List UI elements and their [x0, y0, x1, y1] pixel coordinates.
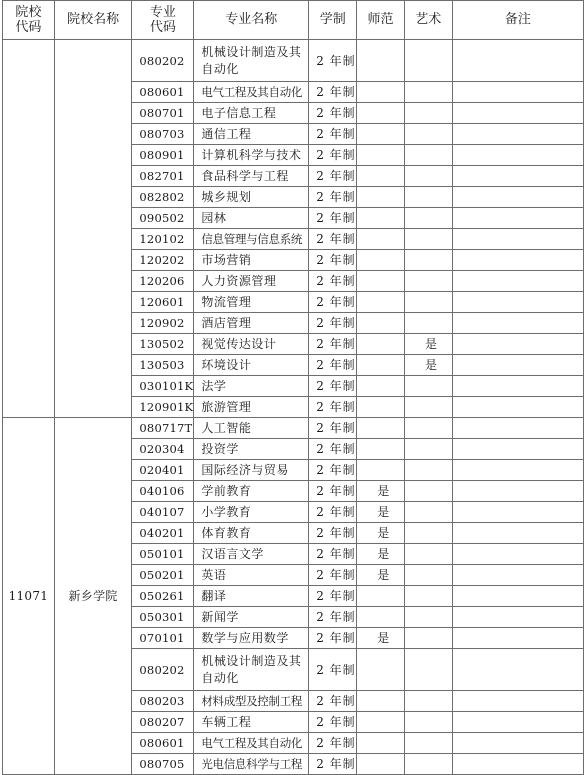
major-name-cell: 电子信息工程 [194, 103, 309, 124]
art-flag-cell [404, 124, 452, 145]
teacher-flag-cell [357, 733, 405, 754]
duration-cell: 2 年制 [309, 649, 357, 691]
duration-cell: 2 年制 [309, 544, 357, 565]
art-flag-cell [404, 103, 452, 124]
remark-cell [452, 439, 583, 460]
major-code-cell: 082701 [132, 166, 194, 187]
major-code-cell: 080203 [132, 691, 194, 712]
art-flag-cell [404, 628, 452, 649]
major-code-cell: 090502 [132, 208, 194, 229]
teacher-flag-cell: 是 [357, 481, 405, 502]
teacher-flag-cell [357, 103, 405, 124]
major-code-cell: 120206 [132, 271, 194, 292]
major-code-cell: 080202 [132, 40, 194, 82]
header-duration: 学制 [309, 1, 357, 40]
major-name-cell: 电气工程及其自动化 [194, 82, 309, 103]
major-name-cell: 视觉传达设计 [194, 334, 309, 355]
art-flag-cell [404, 733, 452, 754]
major-code-cell: 030101K [132, 376, 194, 397]
remark-cell [452, 733, 583, 754]
teacher-flag-cell [357, 607, 405, 628]
art-flag-cell [404, 187, 452, 208]
art-flag-cell [404, 439, 452, 460]
teacher-flag-cell [357, 208, 405, 229]
remark-cell [452, 565, 583, 586]
teacher-flag-cell: 是 [357, 502, 405, 523]
major-name-cell: 法学 [194, 376, 309, 397]
remark-cell [452, 628, 583, 649]
major-code-cell: 040106 [132, 481, 194, 502]
teacher-flag-cell [357, 166, 405, 187]
header-school-code: 院校 代码 [3, 1, 55, 40]
remark-cell [452, 166, 583, 187]
duration-cell: 2 年制 [309, 166, 357, 187]
major-name-cell: 信息管理与信息系统 [194, 229, 309, 250]
duration-cell: 2 年制 [309, 712, 357, 733]
major-name-cell: 材料成型及控制工程 [194, 691, 309, 712]
remark-cell [452, 376, 583, 397]
major-code-cell: 040201 [132, 523, 194, 544]
school-name-cell [54, 40, 132, 418]
school-code-cell [3, 40, 55, 418]
major-name-cell: 环境设计 [194, 355, 309, 376]
duration-cell: 2 年制 [309, 82, 357, 103]
art-flag-cell [404, 166, 452, 187]
duration-cell: 2 年制 [309, 229, 357, 250]
remark-cell [452, 586, 583, 607]
duration-cell: 2 年制 [309, 502, 357, 523]
duration-cell: 2 年制 [309, 628, 357, 649]
art-flag-cell [404, 607, 452, 628]
major-code-cell: 020304 [132, 439, 194, 460]
major-code-cell: 120601 [132, 292, 194, 313]
major-code-cell: 050101 [132, 544, 194, 565]
duration-cell: 2 年制 [309, 565, 357, 586]
major-name-cell: 酒店管理 [194, 313, 309, 334]
art-flag-cell [404, 271, 452, 292]
major-code-cell: 040107 [132, 502, 194, 523]
remark-cell [452, 355, 583, 376]
major-code-cell: 120902 [132, 313, 194, 334]
remark-cell [452, 502, 583, 523]
remark-cell [452, 607, 583, 628]
art-flag-cell [404, 208, 452, 229]
major-code-cell: 080601 [132, 82, 194, 103]
art-flag-cell [404, 754, 452, 775]
duration-cell: 2 年制 [309, 250, 357, 271]
teacher-flag-cell [357, 82, 405, 103]
major-name-cell: 投资学 [194, 439, 309, 460]
header-school-name: 院校名称 [54, 1, 132, 40]
art-flag-cell [404, 229, 452, 250]
remark-cell [452, 712, 583, 733]
major-code-cell: 080207 [132, 712, 194, 733]
major-code-cell: 080703 [132, 124, 194, 145]
remark-cell [452, 313, 583, 334]
duration-cell: 2 年制 [309, 460, 357, 481]
remark-cell [452, 460, 583, 481]
remark-cell [452, 250, 583, 271]
major-code-cell: 080705 [132, 754, 194, 775]
duration-cell: 2 年制 [309, 397, 357, 418]
major-code-cell: 120901K [132, 397, 194, 418]
remark-cell [452, 229, 583, 250]
school-code-cell: 11071 [3, 418, 55, 775]
duration-cell: 2 年制 [309, 523, 357, 544]
remark-cell [452, 649, 583, 691]
remark-cell [452, 481, 583, 502]
major-name-cell: 国际经济与贸易 [194, 460, 309, 481]
art-flag-cell: 是 [404, 355, 452, 376]
art-flag-cell [404, 145, 452, 166]
teacher-flag-cell [357, 691, 405, 712]
teacher-flag-cell [357, 649, 405, 691]
header-remark: 备注 [452, 1, 583, 40]
header-teacher: 师范 [357, 1, 405, 40]
teacher-flag-cell [357, 418, 405, 439]
teacher-flag-cell: 是 [357, 544, 405, 565]
header-row [3, 1, 584, 40]
duration-cell: 2 年制 [309, 103, 357, 124]
teacher-flag-cell [357, 712, 405, 733]
major-name-cell: 光电信息科学与工程 [194, 754, 309, 775]
duration-cell: 2 年制 [309, 40, 357, 82]
teacher-flag-cell [357, 250, 405, 271]
teacher-flag-cell [357, 334, 405, 355]
major-name-cell: 电气工程及其自动化 [194, 733, 309, 754]
duration-cell: 2 年制 [309, 355, 357, 376]
teacher-flag-cell [357, 313, 405, 334]
major-code-cell: 020401 [132, 460, 194, 481]
duration-cell: 2 年制 [309, 334, 357, 355]
remark-cell [452, 754, 583, 775]
art-flag-cell [404, 250, 452, 271]
major-name-cell: 汉语言文学 [194, 544, 309, 565]
major-name-cell: 小学教育 [194, 502, 309, 523]
major-name-cell: 人工智能 [194, 418, 309, 439]
majors-table-container [2, 0, 584, 775]
art-flag-cell [404, 292, 452, 313]
remark-cell [452, 691, 583, 712]
remark-cell [452, 145, 583, 166]
art-flag-cell [404, 376, 452, 397]
art-flag-cell [404, 649, 452, 691]
teacher-flag-cell [357, 124, 405, 145]
major-name-cell: 市场营销 [194, 250, 309, 271]
major-code-cell: 080601 [132, 733, 194, 754]
teacher-flag-cell [357, 397, 405, 418]
art-flag-cell [404, 502, 452, 523]
art-flag-cell [404, 481, 452, 502]
art-flag-cell [404, 523, 452, 544]
major-name-cell: 翻译 [194, 586, 309, 607]
remark-cell [452, 523, 583, 544]
major-name-cell: 机械设计制造及其自动化 [194, 40, 309, 82]
remark-cell [452, 187, 583, 208]
school-name-cell: 新乡学院 [54, 418, 132, 775]
major-name-cell: 车辆工程 [194, 712, 309, 733]
teacher-flag-cell [357, 292, 405, 313]
major-code-cell: 130503 [132, 355, 194, 376]
teacher-flag-cell: 是 [357, 523, 405, 544]
art-flag-cell [404, 544, 452, 565]
major-name-cell: 计算机科学与技术 [194, 145, 309, 166]
major-name-cell: 数学与应用数学 [194, 628, 309, 649]
duration-cell: 2 年制 [309, 754, 357, 775]
art-flag-cell [404, 397, 452, 418]
major-name-cell: 城乡规划 [194, 187, 309, 208]
major-name-cell: 园林 [194, 208, 309, 229]
remark-cell [452, 397, 583, 418]
art-flag-cell [404, 313, 452, 334]
teacher-flag-cell: 是 [357, 628, 405, 649]
header-major-name: 专业名称 [194, 1, 309, 40]
teacher-flag-cell [357, 145, 405, 166]
major-name-cell: 人力资源管理 [194, 271, 309, 292]
duration-cell: 2 年制 [309, 586, 357, 607]
art-flag-cell [404, 712, 452, 733]
art-flag-cell [404, 691, 452, 712]
teacher-flag-cell [357, 271, 405, 292]
teacher-flag-cell [357, 586, 405, 607]
remark-cell [452, 208, 583, 229]
duration-cell: 2 年制 [309, 292, 357, 313]
remark-cell [452, 82, 583, 103]
majors-table [2, 0, 584, 775]
art-flag-cell [404, 565, 452, 586]
art-flag-cell [404, 460, 452, 481]
major-name-cell: 机械设计制造及其自动化 [194, 649, 309, 691]
duration-cell: 2 年制 [309, 691, 357, 712]
remark-cell [452, 292, 583, 313]
major-code-cell: 080901 [132, 145, 194, 166]
duration-cell: 2 年制 [309, 187, 357, 208]
teacher-flag-cell [357, 754, 405, 775]
duration-cell: 2 年制 [309, 208, 357, 229]
header-major-code: 专业 代码 [132, 1, 194, 40]
table-row [3, 418, 584, 439]
duration-cell: 2 年制 [309, 376, 357, 397]
remark-cell [452, 271, 583, 292]
major-code-cell: 120102 [132, 229, 194, 250]
teacher-flag-cell: 是 [357, 565, 405, 586]
duration-cell: 2 年制 [309, 418, 357, 439]
teacher-flag-cell [357, 355, 405, 376]
remark-cell [452, 418, 583, 439]
remark-cell [452, 40, 583, 82]
duration-cell: 2 年制 [309, 124, 357, 145]
major-name-cell: 体育教育 [194, 523, 309, 544]
major-name-cell: 学前教育 [194, 481, 309, 502]
art-flag-cell [404, 418, 452, 439]
major-name-cell: 物流管理 [194, 292, 309, 313]
major-code-cell: 120202 [132, 250, 194, 271]
major-code-cell: 070101 [132, 628, 194, 649]
major-code-cell: 050201 [132, 565, 194, 586]
table-row [3, 40, 584, 82]
teacher-flag-cell [357, 40, 405, 82]
major-name-cell: 英语 [194, 565, 309, 586]
duration-cell: 2 年制 [309, 607, 357, 628]
art-flag-cell [404, 586, 452, 607]
major-code-cell: 050301 [132, 607, 194, 628]
art-flag-cell: 是 [404, 334, 452, 355]
teacher-flag-cell [357, 460, 405, 481]
teacher-flag-cell [357, 187, 405, 208]
header-art: 艺术 [404, 1, 452, 40]
remark-cell [452, 544, 583, 565]
major-name-cell: 食品科学与工程 [194, 166, 309, 187]
table-body [3, 40, 584, 775]
duration-cell: 2 年制 [309, 733, 357, 754]
teacher-flag-cell [357, 439, 405, 460]
major-code-cell: 130502 [132, 334, 194, 355]
major-code-cell: 082802 [132, 187, 194, 208]
duration-cell: 2 年制 [309, 481, 357, 502]
duration-cell: 2 年制 [309, 313, 357, 334]
teacher-flag-cell [357, 229, 405, 250]
duration-cell: 2 年制 [309, 271, 357, 292]
art-flag-cell [404, 82, 452, 103]
duration-cell: 2 年制 [309, 145, 357, 166]
remark-cell [452, 334, 583, 355]
major-name-cell: 新闻学 [194, 607, 309, 628]
teacher-flag-cell [357, 376, 405, 397]
remark-cell [452, 103, 583, 124]
remark-cell [452, 124, 583, 145]
major-code-cell: 050261 [132, 586, 194, 607]
duration-cell: 2 年制 [309, 439, 357, 460]
major-name-cell: 通信工程 [194, 124, 309, 145]
major-name-cell: 旅游管理 [194, 397, 309, 418]
major-code-cell: 080701 [132, 103, 194, 124]
major-code-cell: 080717T [132, 418, 194, 439]
major-code-cell: 080202 [132, 649, 194, 691]
art-flag-cell [404, 40, 452, 82]
